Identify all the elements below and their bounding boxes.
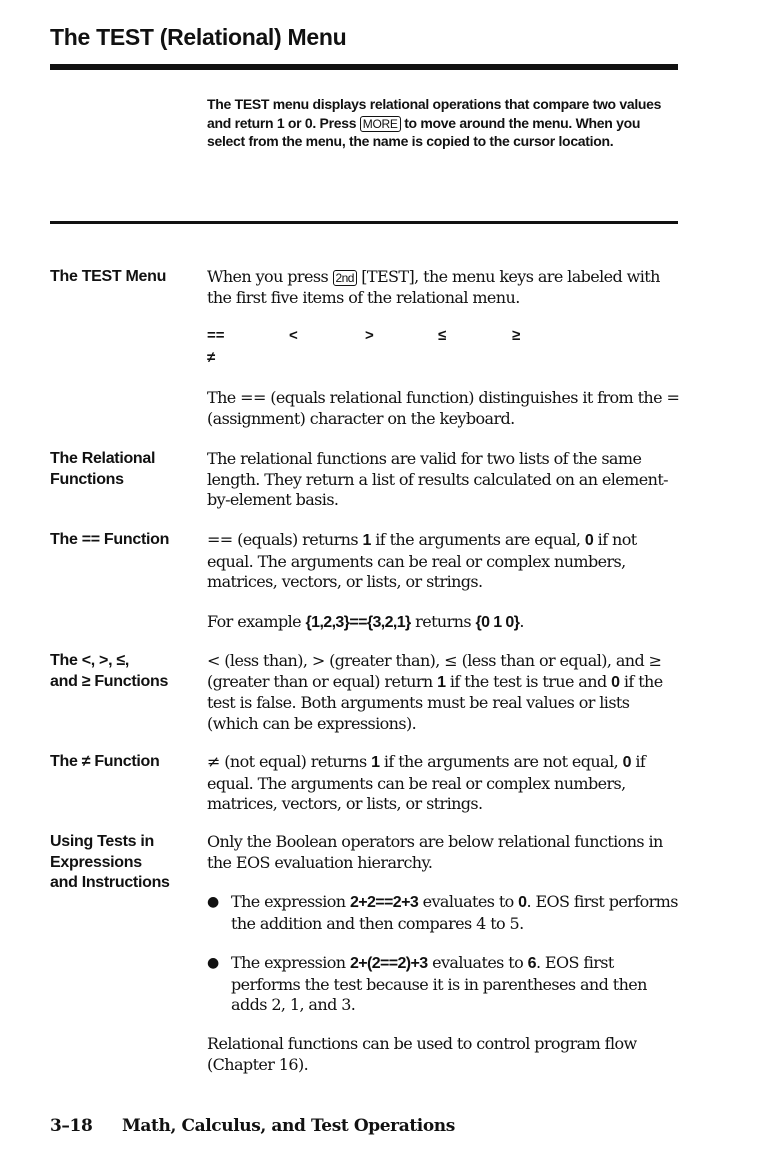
text: The expression [231,892,350,911]
not-equal-paragraph [207,752,682,815]
value-zero: 0 [611,673,620,691]
menu-item-equals: == [207,327,225,344]
relational-menu-row [207,327,567,349]
text: if equal. The arguments can be real or complex numbers, matrices, vectors, or lists, or strings. [207,752,646,813]
text: For example [207,612,306,631]
equals-example [207,612,682,634]
equals-distinction-paragraph: The == (equals relational function) distinguishes it from the = (assignment) character on the keyboard. [207,388,680,428]
label-test-menu: The TEST Menu [50,268,167,285]
intro-text-2: to move around the menu. When you select from the menu, the name is copied to the cursor location. [207,114,641,149]
text: The expression [231,953,350,972]
text: evaluates to [427,953,528,972]
text: if the test is false. Both arguments must be real values or lists (which can be expressions). [207,671,663,733]
label-using-tests: Using Tests in Expressions and Instructions [50,833,170,891]
menu-item-not-equal: ≠ [207,349,216,366]
menu-item-greater: > [365,327,374,344]
text: if the test is true and [445,671,612,691]
value-zero: 0 [584,532,594,549]
chapter-title: Math, Calculus, and Test Operations [122,1116,455,1136]
menu-item-less: < [289,327,298,344]
text: [TEST], the menu keys are labeled with the first five items of the relational menu. [207,267,660,307]
test-menu-paragraph [207,267,682,308]
top-rule [50,64,678,70]
label-equals-function: The == Function [50,531,170,548]
comparison-paragraph [207,651,682,734]
text: ≠ (not equal) returns [207,752,372,771]
text: . EOS first performs the addition and then compares 4 to 5. [231,892,678,933]
value-one: 1 [371,754,380,771]
using-tests-paragraph: Only the Boolean operators are below relational functions in the EOS evaluation hierarchy. [207,832,663,872]
example-code: {1,2,3}=={3,2,1} [305,614,411,631]
bullet-text [231,892,681,934]
menu-item-greater-equal: ≥ [512,327,521,344]
page-footer [50,1116,455,1136]
value-zero: 0 [622,754,631,771]
label-not-equal-function: The ≠ Function [50,753,160,770]
section-rule [50,221,678,224]
equals-paragraph [207,530,682,593]
more-key: MORE [360,116,401,132]
bullet-icon: ● [207,894,219,910]
text: if the arguments are not equal, [379,752,623,771]
bullet-icon: ● [207,955,219,971]
intro-paragraph [207,95,677,151]
bullet-text [231,953,681,1016]
text: returns [410,612,476,631]
text: == (equals) returns [207,530,363,549]
relational-paragraph: The relational functions are valid for two lists of the same length. They return a list of results calculated on an element-by-element basis. [207,449,668,509]
text: if not equal. The arguments can be real or complex numbers, matrices, vectors, or lists, or strings. [207,530,637,591]
text: if the arguments are equal, [370,530,585,549]
page-title: The TEST (Relational) Menu [50,24,347,50]
text: evaluates to [418,892,519,911]
intro-text: The TEST menu displays relational operations that compare two values and return 1 or 0. Press [207,96,662,131]
value-one: 1 [437,673,446,691]
example-result: {0 1 0} [475,614,520,631]
menu-item-less-equal: ≤ [438,327,447,344]
text: . EOS first performs the test because it is in parentheses and then adds 2, 1, and 3. [231,953,647,1014]
example-code: 2+(2==2)+3 [349,955,428,972]
program-flow-paragraph: Relational functions can be used to control program flow (Chapter 16). [207,1034,637,1074]
label-comparison-functions: The <, >, ≤, and ≥ Functions [50,652,169,690]
example-result: 6 [527,955,536,972]
text: < (less than), > (greater than), ≤ (less than or equal), and ≥ (greater than or equal) return [207,651,662,691]
label-relational-functions: The Relational Functions [50,450,156,488]
text: When you press [207,267,333,286]
text: . [519,612,524,631]
page-number: 3–18 [50,1116,93,1136]
value-one: 1 [362,532,371,549]
example-result: 0 [518,894,527,911]
example-code: 2+2==2+3 [349,894,419,911]
second-key: 2nd [333,270,357,286]
